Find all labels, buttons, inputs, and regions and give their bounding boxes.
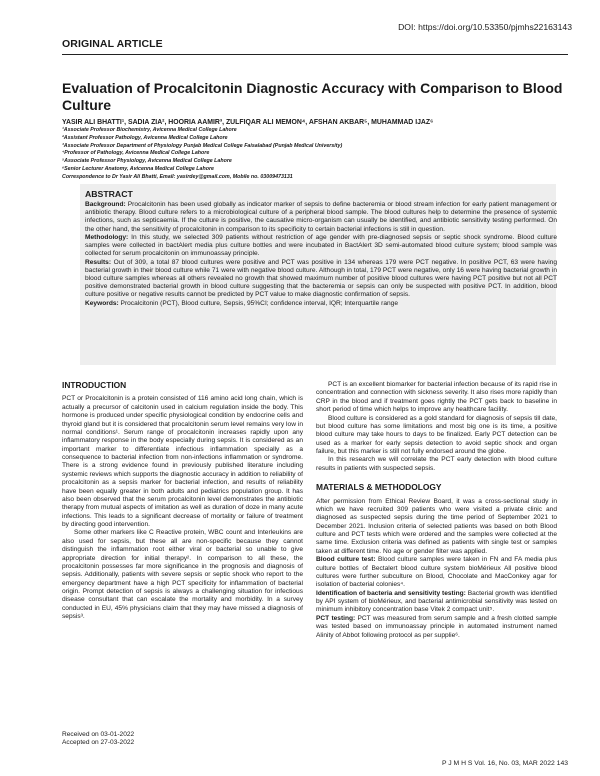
methods-paragraph-1: After permission from Ethical Review Board, it was a cross-sectional study in which we have recruited 309 patients who were visited a private clinic and diagnosed as suspected sepsis during the time period of September 2021 to December 2021. Inclusion criteria of selected patients was based on both Blood culture and PCT tests which were ordered and the samples were collected at the same time. Exclusion criteria was defined as patients with single test or samples taken at different time. No age or gender filter was applied. <box>316 497 557 555</box>
accepted-date: Accepted on 27-03-2022 <box>62 739 135 747</box>
page-footer: P J M H S Vol. 16, No. 03, MAR 2022 143 <box>441 760 568 767</box>
abstract-body <box>85 201 557 308</box>
pct-testing-paragraph: PCT testing: PCT was measured from serum sample and a fresh clotted sample was tested based on immunoassay principle in automated instrument named Alinity of Abbot following protocol as per supplie⁶. <box>316 614 557 639</box>
article-title: Evaluation of Procalcitonin Diagnostic Accuracy with Comparison to Blood Culture <box>62 80 563 113</box>
blood-culture-paragraph: Blood culture test: Blood culture samples were taken in FN and FA media plus culture bottles of Bectalert blood culture system bioMérieux All positive blood cultures were further subculture on Blood, Chocolate and MacConkey agar for isolation of bacterial colonies⁴. <box>316 556 557 589</box>
intro-paragraph-1: PCT or Procalcitonin is a protein consisted of 116 amino acid long chain, which is actually a precursor of calcitonin used in calcium regulation inside the body. This hormone is produced under specific physiological condition by endocrine cells and thyroid gland but it is considered that procalcitonin serum level remains very low in normal conditions¹. Serum range of procalcitonin increases rapidly upon any inflammatory response in the body especially during sepsis. It is considered as an important marker to differentiate infectious inflammation specially as a consequence to bacterial infection from non-infections inflammation or syndrome. There is a strong evidence found in previously published literature including systemic reviews which supports the diagnostic accuracy in addition to reliability of procalcitonin as a sepsis marker for bacterial infection, and results of reliability have been equally greater in both adults and pediatrics population group. It has also been observed that the serum procalcitonin level demonstrates the antibiotic therapy from mutual aspects of imitation as well as duration of doze in many acute infections. This leads to a significant decrease of mortality or failure of treatment by directing good intervention. <box>62 395 303 528</box>
abstract-background: Background: Procalcitonin has been used globally as indicator marker of sepsis to define bacteremia or blood stream infection for early patient management or antibiotic therapy. Blood culture refers to a microbiological culture of a peripheral blood sample. The blood cultures help to determine the presence of systemic infections, such as septicaemia. If the culture is positive, the causative micro-organism can usually be identified, and antibiotic sensitivity testing performed. On the other hand, the sensitivity of procalcitonin in comparison to its specificity to certain bacterial infections is still in question. <box>85 201 557 233</box>
left-column <box>62 381 303 622</box>
right-column <box>316 381 557 640</box>
author-list: YASIR ALI BHATTI¹, SADIA ZIA², HOORIA AAMIR³, ZULFIQAR ALI MEMON⁴, AFSHAN AKBAR⁵, MUHAMMAD IJAZ⁶ <box>62 119 434 126</box>
affiliation-1: ¹Associate Professor Biochemistry, Avicenna Medical College Lahore <box>62 127 237 133</box>
affiliation-3: ³Associate Professor Department of Physiology Punjab Medical College Faisalabad (Punjab Medical University) <box>62 142 343 149</box>
header-rule <box>62 54 568 55</box>
abstract-heading: ABSTRACT <box>85 189 133 199</box>
affiliation-2: ²Assistant Professor Pathology, Avicenna Medical College Lahore <box>62 134 228 141</box>
affiliation-5: ⁵Associate Professor Physiology, Avicenna Medical College Lahore <box>62 158 232 165</box>
doi-link[interactable]: DOI: https://doi.org/10.53350/pjmhs22163143 <box>398 22 572 32</box>
intro-paragraph-3: PCT is an excellent biomarker for bacterial infection because of its rapid rise in concentration and connection with sickness severity. It also rises more rapidly than CRP in the blood and if treatment goes rightly the PCT gets back to baseline in short period of time which helps to improve any healthcare facility. <box>316 381 557 414</box>
intro-paragraph-2: Some other markers like C Reactive protein, WBC count and Interleukins are also used for sepsis, but these all are non-specific because they cannot distinguish the inflammation root either viral or bacterial so unable to give appropriate direction for initial therapy². In comparison to all these, the procalcitonin possesses far more significance in the prognosis and diagnosis of sepsis. Additionally, patients with severe sepsis or septic shock who report to the emergency department have a high PCT specificity for inflammation of bacterial origin. Prompt detection of sepsis is always a challenging situation for infectious disease consultant that can escalate the mortality and morbidity. In a survey conducted in EU, 45% physicians claim that they may have missed a diagnosis of sepsis³. <box>62 529 303 621</box>
article-dates <box>62 731 134 748</box>
abstract-results: Results: Out of 309, a total 87 blood cultures were positive and PCT was positive in 134 whereas 179 were PCT negative. In positive PCT, 63 were having bacterial growth in their blood culture while 71 were with negative blood culture. Although in total, 179 PCT were negative, only 16 were having bacterial growth in blood culture samples whereas all others revealed no growth that showed maximum number of positive blood cultures were having PCT positive but not all PCT positive demonstrated bacterial growth in blood culture suggesting that the bacteremia or sepsis can only be suspected with positive PCT. In addition, blood culture positive or negative results cannot be predicted by PCT value to make diagnostic confirmation of sepsis. <box>85 258 557 299</box>
received-date: Received on 03-01-2022 <box>62 731 135 738</box>
affiliation-4: ⁴Professor of Pathology, Avicenna Medical College Lahore <box>62 150 210 157</box>
abstract-methodology: Methodology: In this study, we selected 309 patients without restriction of age gender with pre-diagnosed sepsis or septic shock syndrome. Blood culture samples were collected in bactAlert media plus culture bottles and were incubated in BactAlert 3D semi-automated blood culture system; blood sample was collected for serum procalcitonin on immunoassay principle. <box>85 233 557 258</box>
affiliations <box>62 127 568 182</box>
abstract-keywords: Keywords: Procalcitonin (PCT), Blood culture, Sepsis, 95%CI; confidence interval, IQR; Interquartile range <box>85 299 398 307</box>
intro-paragraph-4: Blood culture is considered as a gold standard for diagnosis of sepsis till date, but blood culture has some limitations and most big one is its time, a positive blood culture may take hours to days to be finalized. Early PCT detection can be used as a marker for early sepsis detection to avoid septic shock and organ failure, but this marker is still not fully endorsed around the globe. <box>316 414 557 455</box>
correspondence: Correspondence to Dr Yasir Ali Bhatti, Email: yasirdey@gmail.com, Mobile no. 03009473131 <box>62 173 293 180</box>
intro-heading: INTRODUCTION <box>62 380 127 390</box>
affiliation-6: ⁶Senior Lecturer Anatomy, Avicenna Medical College Lahore <box>62 165 214 172</box>
article-type: ORIGINAL ARTICLE <box>62 38 163 50</box>
identification-paragraph: Identification of bacteria and sensitivity testing: Bacterial growth was identified by API system of bioMérieux, and bacterial antimicrobial sensitivity was tested on minimum inhibitory concentration base Vitek 2 compact unit⁵. <box>316 589 557 614</box>
intro-paragraph-5: In this research we will correlate the PCT early detection with blood culture results in patients with suspected sepsis. <box>316 456 557 472</box>
methods-heading: MATERIALS & METHODOLOGY <box>316 482 442 493</box>
